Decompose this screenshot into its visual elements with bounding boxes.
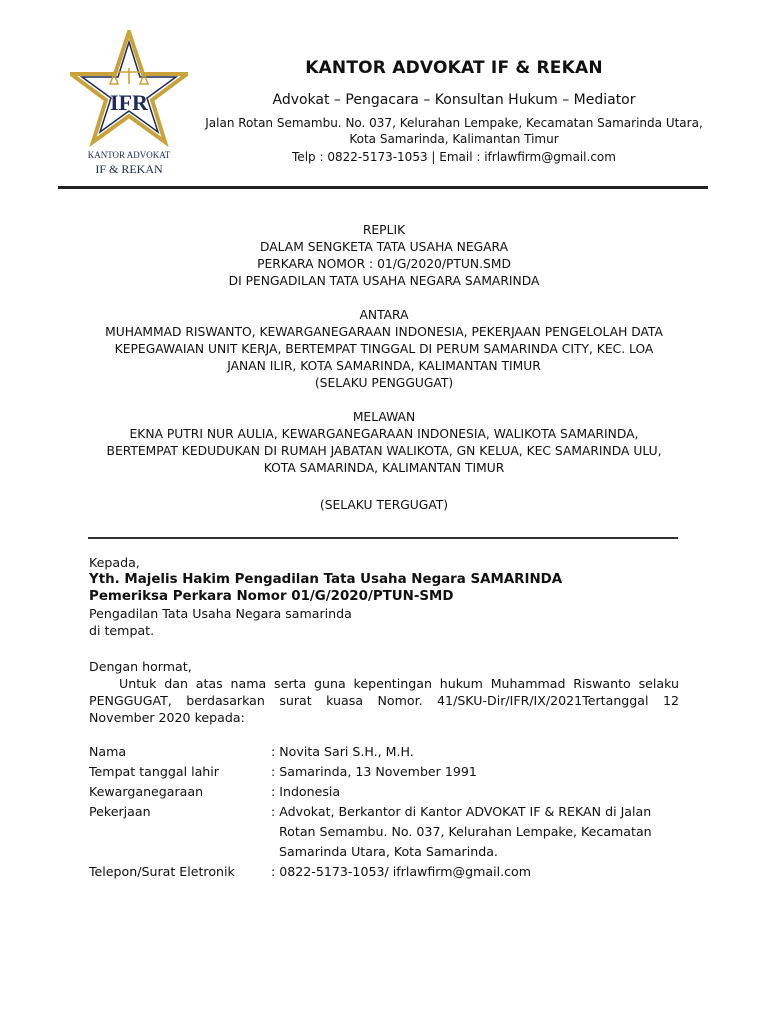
firm-address-line1: Jalan Rotan Semambu. No. 037, Kelurahan Lempake, Kecamatan Samarinda Utara, xyxy=(205,116,703,130)
section-divider xyxy=(88,537,678,539)
plaintiff-line: JANAN ILIR, KOTA SAMARINDA, KALIMANTAN TIMUR xyxy=(227,359,541,373)
firm-contact: Telp : 0822-5173-1053 | Email : ifrlawfirm@gmail.com xyxy=(292,150,616,164)
melawan-label: MELAWAN xyxy=(352,410,416,424)
defendant-line: KOTA SAMARINDA, KALIMANTAN TIMUR xyxy=(263,461,505,475)
defendant-line: EKNA PUTRI NUR AULIA, KEWARGANEGARAAN INDONESIA, WALIKOTA SAMARINDA, xyxy=(129,427,639,441)
detail-value-continued: Samarinda Utara, Kota Samarinda. xyxy=(279,844,498,859)
parties-section xyxy=(60,307,708,392)
document-title: REPLIK xyxy=(362,223,406,237)
firm-name: KANTOR ADVOKAT IF & REKAN xyxy=(305,58,603,78)
recipient-line: Yth. Majelis Hakim Pengadilan Tata Usaha Negara SAMARINDA xyxy=(89,572,563,587)
defendant-role-block xyxy=(60,497,708,514)
heading-line: DI PENGADILAN TATA USAHA NEGARA SAMARINDA xyxy=(228,274,540,288)
detail-value: : Novita Sari S.H., M.H. xyxy=(271,744,414,759)
firm-tagline: Advokat – Pengacara – Konsultan Hukum – Mediator xyxy=(272,92,636,108)
paragraph-line: November 2020 kepada: xyxy=(89,710,245,725)
heading-line: PERKARA NOMOR : 01/G/2020/PTUN.SMD xyxy=(257,257,511,271)
defendant-line: BERTEMPAT KEDUDUKAN DI RUMAH JABATAN WALIKOTA, GN KELUA, KEC SAMARINDA ULU, xyxy=(106,444,662,458)
paragraph-line: PENGGUGAT, berdasarkan surat kuasa Nomor. 41/SKU-Dir/IFR/IX/2021Tertanggal 12 xyxy=(89,693,679,708)
logo-caption-top: KANTOR ADVOKAT xyxy=(87,150,171,160)
detail-value: : Advokat, Berkantor di Kantor ADVOKAT IF & REKAN di Jalan xyxy=(271,804,652,819)
detail-value: : Samarinda, 13 November 1991 xyxy=(271,764,477,779)
defendant-section xyxy=(60,409,708,477)
plaintiff-role: (SELAKU PENGGUGAT) xyxy=(314,376,454,390)
kepada-label: Kepada, xyxy=(89,555,140,570)
place-line: di tempat. xyxy=(89,623,155,638)
detail-value-continued: Rotan Semambu. No. 037, Kelurahan Lempake, Kecamatan xyxy=(279,824,652,839)
detail-label: Telepon/Surat Eletronik xyxy=(89,864,235,879)
plaintiff-line: MUHAMMAD RISWANTO, KEWARGANEGARAAN INDONESIA, PEKERJAAN PENGELOLAH DATA xyxy=(105,325,663,339)
logo-monogram: IFR xyxy=(110,90,148,115)
antara-label: ANTARA xyxy=(359,308,409,322)
logo-caption-bottom: IF & REKAN xyxy=(95,162,163,176)
recipient-block xyxy=(89,554,679,639)
plaintiff-line: KEPEGAWAIAN UNIT KERJA, BERTEMPAT TINGGAL DI PERUM SAMARINDA CITY, KEC. LOA xyxy=(114,342,654,356)
letter-body xyxy=(89,658,679,726)
firm-logo xyxy=(70,30,188,180)
paragraph-line: Untuk dan atas nama serta guna kepentingan hukum Muhammad Riswanto selaku xyxy=(119,676,679,691)
firm-address-line2: Kota Samarinda, Kalimantan Timur xyxy=(349,132,559,146)
heading-line: DALAM SENGKETA TATA USAHA NEGARA xyxy=(259,240,508,254)
document-heading xyxy=(60,222,708,290)
header-divider xyxy=(58,186,708,189)
defendant-role: (SELAKU TERGUGAT) xyxy=(319,498,449,512)
detail-label: Tempat tanggal lahir xyxy=(89,764,219,779)
court-name: Pengadilan Tata Usaha Negara samarinda xyxy=(89,606,352,621)
greeting: Dengan hormat, xyxy=(89,659,192,674)
recipient-line: Pemeriksa Perkara Nomor 01/G/2020/PTUN-SMD xyxy=(89,589,454,604)
detail-value: : Indonesia xyxy=(271,784,341,799)
detail-label: Kewarganegaraan xyxy=(89,784,204,799)
detail-value: : 0822-5173-1053/ ifrlawfirm@gmail.com xyxy=(271,864,531,879)
detail-label: Pekerjaan xyxy=(89,804,151,819)
detail-label: Nama xyxy=(89,744,127,759)
